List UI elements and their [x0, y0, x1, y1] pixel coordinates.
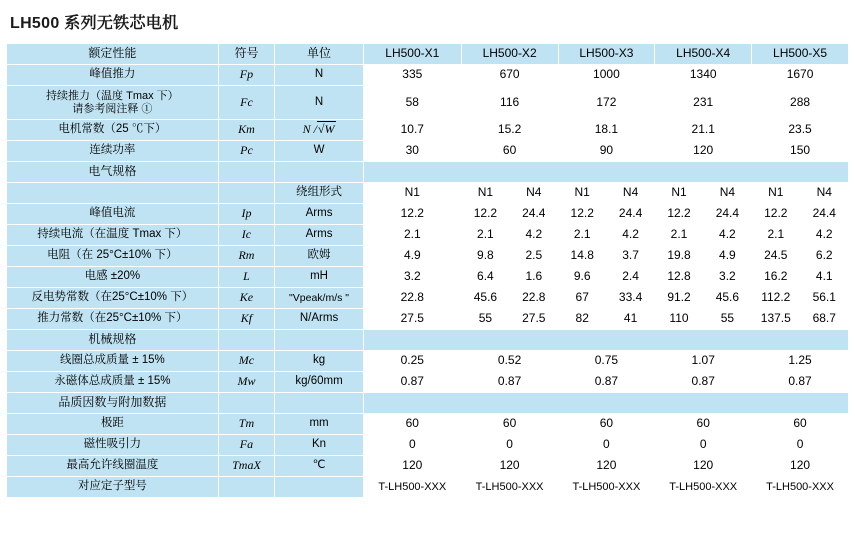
- cell-value: 0: [655, 435, 752, 456]
- cell-value: 60: [655, 414, 752, 435]
- table-row-continuous-current: [7, 225, 849, 246]
- row-symbol: [218, 183, 274, 204]
- row-symbol: Mc: [218, 351, 274, 372]
- cell-value: 4.9: [703, 246, 751, 267]
- row-symbol: Pc: [218, 141, 274, 162]
- cell-value: T-LH500-XXX: [558, 477, 655, 498]
- section-filler: [363, 393, 848, 414]
- unit-sqrt-radicand: W: [324, 122, 335, 137]
- header-spec-label: 额定性能: [7, 44, 219, 65]
- cell-value: 14.8: [558, 246, 606, 267]
- cell-value: 150: [752, 141, 849, 162]
- cell-value: 12.2: [655, 204, 703, 225]
- cell-value: 55: [461, 309, 509, 330]
- cell-value: 2.1: [655, 225, 703, 246]
- section-filler: [218, 393, 274, 414]
- cell-value: 0: [363, 435, 461, 456]
- section-filler: [275, 162, 364, 183]
- section-filler: [218, 162, 274, 183]
- cell-value: 60: [752, 414, 849, 435]
- row-label: 电机常数（25 ℃下）: [7, 120, 219, 141]
- cell-value: 4.1: [800, 267, 849, 288]
- section-filler: [363, 162, 848, 183]
- row-label: 磁性吸引力: [7, 435, 219, 456]
- cell-winding: N1: [461, 183, 509, 204]
- cell-winding: N1: [752, 183, 800, 204]
- cell-value: 1340: [655, 65, 752, 86]
- row-symbol: Rm: [218, 246, 274, 267]
- cell-value: 0.87: [655, 372, 752, 393]
- cell-value: 60: [363, 414, 461, 435]
- cell-value: 12.2: [461, 204, 509, 225]
- row-label-line2: 请参考阅注释 ①: [72, 102, 153, 115]
- table-row-peak-force: [7, 65, 849, 86]
- cell-value: 0.87: [558, 372, 655, 393]
- cell-value: 27.5: [510, 309, 558, 330]
- cell-value: 24.5: [752, 246, 800, 267]
- cell-value: 3.2: [363, 267, 461, 288]
- table-row-pole-pitch: [7, 414, 849, 435]
- cell-value: 6.4: [461, 267, 509, 288]
- row-symbol: Kf: [218, 309, 274, 330]
- row-symbol: Km: [218, 120, 274, 141]
- cell-value: 22.8: [510, 288, 558, 309]
- table-row-inductance: [7, 267, 849, 288]
- row-unit: W: [275, 141, 364, 162]
- cell-value: 45.6: [703, 288, 751, 309]
- cell-value: 24.4: [510, 204, 558, 225]
- cell-value: 1.25: [752, 351, 849, 372]
- cell-value: 4.2: [510, 225, 558, 246]
- section-filler: [218, 330, 274, 351]
- cell-value: 30: [363, 141, 461, 162]
- section-title: 品质因数与附加数据: [7, 393, 219, 414]
- cell-value: 0.87: [363, 372, 461, 393]
- cell-value: 0: [461, 435, 558, 456]
- cell-value: 231: [655, 86, 752, 120]
- cell-value: 24.4: [703, 204, 751, 225]
- row-symbol: Ic: [218, 225, 274, 246]
- cell-value: 2.5: [510, 246, 558, 267]
- cell-value: 0.52: [461, 351, 558, 372]
- row-label: [7, 183, 219, 204]
- row-label: 反电势常数（在25°C±10% 下）: [7, 288, 219, 309]
- cell-value: 3.2: [703, 267, 751, 288]
- unit-prefix: N /: [302, 122, 317, 137]
- row-label: 峰值电流: [7, 204, 219, 225]
- cell-value: 0: [558, 435, 655, 456]
- row-symbol: [218, 477, 274, 498]
- row-label: 最高允许线圈温度: [7, 456, 219, 477]
- cell-value: 112.2: [752, 288, 800, 309]
- cell-value: 90: [558, 141, 655, 162]
- cell-value: 4.9: [363, 246, 461, 267]
- cell-value: 19.8: [655, 246, 703, 267]
- row-unit: N /√W: [275, 120, 364, 141]
- cell-value: 0.75: [558, 351, 655, 372]
- row-unit: N/Arms: [275, 309, 364, 330]
- cell-value: 60: [461, 414, 558, 435]
- row-symbol: Tm: [218, 414, 274, 435]
- page-title: LH500 系列无铁芯电机: [10, 15, 179, 32]
- table-row-peak-current: [7, 204, 849, 225]
- table-row-continuous-force: [7, 86, 849, 120]
- row-label: 对应定子型号: [7, 477, 219, 498]
- specification-table: [6, 43, 849, 498]
- cell-value: 12.2: [558, 204, 606, 225]
- cell-value: 23.5: [752, 120, 849, 141]
- cell-value: 68.7: [800, 309, 849, 330]
- row-label: 峰值推力: [7, 65, 219, 86]
- row-symbol: Fp: [218, 65, 274, 86]
- row-unit: kg/60mm: [275, 372, 364, 393]
- table-row-magnet-mass: [7, 372, 849, 393]
- table-row-winding-form: [7, 183, 849, 204]
- cell-value: 172: [558, 86, 655, 120]
- cell-value: 1000: [558, 65, 655, 86]
- row-unit: Arms: [275, 225, 364, 246]
- row-label: 连续功率: [7, 141, 219, 162]
- cell-value: 21.1: [655, 120, 752, 141]
- cell-value: 2.1: [752, 225, 800, 246]
- row-symbol: Ip: [218, 204, 274, 225]
- cell-value: 110: [655, 309, 703, 330]
- cell-value: 33.4: [606, 288, 654, 309]
- cell-value: 120: [461, 456, 558, 477]
- cell-value: 4.2: [606, 225, 654, 246]
- row-unit: 欧姆: [275, 246, 364, 267]
- cell-value: 120: [752, 456, 849, 477]
- cell-value: 0.87: [461, 372, 558, 393]
- cell-winding: N4: [510, 183, 558, 204]
- cell-value: 1.07: [655, 351, 752, 372]
- cell-winding: N4: [606, 183, 654, 204]
- section-row-mechanical: [7, 330, 849, 351]
- cell-value: 670: [461, 65, 558, 86]
- row-unit: N: [275, 86, 364, 120]
- cell-value: 288: [752, 86, 849, 120]
- section-title: 电气规格: [7, 162, 219, 183]
- cell-value: 120: [558, 456, 655, 477]
- cell-value: 58: [363, 86, 461, 120]
- cell-value: T-LH500-XXX: [655, 477, 752, 498]
- cell-value: 3.7: [606, 246, 654, 267]
- section-row-quality: [7, 393, 849, 414]
- header-model-x2: LH500-X2: [461, 44, 558, 65]
- cell-value: 45.6: [461, 288, 509, 309]
- row-label: [7, 86, 219, 120]
- table-row-stator-model: [7, 477, 849, 498]
- header-model-x5: LH500-X5: [752, 44, 849, 65]
- cell-value: 120: [655, 456, 752, 477]
- cell-value: T-LH500-XXX: [461, 477, 558, 498]
- table-row-back-emf-constant: [7, 288, 849, 309]
- cell-value: 2.1: [461, 225, 509, 246]
- cell-value: 335: [363, 65, 461, 86]
- cell-value: T-LH500-XXX: [752, 477, 849, 498]
- row-unit: mH: [275, 267, 364, 288]
- section-row-electrical: [7, 162, 849, 183]
- cell-value: 24.4: [606, 204, 654, 225]
- table-row-max-coil-temperature: [7, 456, 849, 477]
- cell-winding: N4: [703, 183, 751, 204]
- cell-value: 0.87: [752, 372, 849, 393]
- header-model-x3: LH500-X3: [558, 44, 655, 65]
- cell-value: 41: [606, 309, 654, 330]
- row-symbol: L: [218, 267, 274, 288]
- cell-winding: N4: [800, 183, 849, 204]
- row-symbol: TmaX: [218, 456, 274, 477]
- table-row-force-constant: [7, 309, 849, 330]
- cell-value: 4.2: [703, 225, 751, 246]
- header-unit: 单位: [275, 44, 364, 65]
- section-filler: [275, 393, 364, 414]
- cell-value: 9.6: [558, 267, 606, 288]
- row-symbol: Fc: [218, 86, 274, 120]
- row-unit: kg: [275, 351, 364, 372]
- table-row-continuous-power: [7, 141, 849, 162]
- row-unit: mm: [275, 414, 364, 435]
- cell-value: 6.2: [800, 246, 849, 267]
- cell-value: 67: [558, 288, 606, 309]
- cell-value: 27.5: [363, 309, 461, 330]
- row-label: 推力常数（在25°C±10% 下）: [7, 309, 219, 330]
- cell-value: 4.2: [800, 225, 849, 246]
- cell-winding: N1: [655, 183, 703, 204]
- section-title: 机械规格: [7, 330, 219, 351]
- row-unit: ℃: [275, 456, 364, 477]
- section-filler: [275, 330, 364, 351]
- cell-value: 15.2: [461, 120, 558, 141]
- cell-value: 9.8: [461, 246, 509, 267]
- section-filler: [363, 330, 848, 351]
- cell-value: 12.8: [655, 267, 703, 288]
- cell-winding: N1: [558, 183, 606, 204]
- header-symbol: 符号: [218, 44, 274, 65]
- cell-value: 2.1: [558, 225, 606, 246]
- table-header-row: [7, 44, 849, 65]
- cell-value: 2.4: [606, 267, 654, 288]
- cell-value: 120: [363, 456, 461, 477]
- row-label: 电阻（在 25°C±10% 下）: [7, 246, 219, 267]
- row-label: 永磁体总成质量 ± 15%: [7, 372, 219, 393]
- row-label: 持续电流（在温度 Tmax 下）: [7, 225, 219, 246]
- cell-value: 120: [655, 141, 752, 162]
- cell-value: 12.2: [363, 204, 461, 225]
- row-symbol: Ke: [218, 288, 274, 309]
- row-symbol: Fa: [218, 435, 274, 456]
- cell-value: 0.25: [363, 351, 461, 372]
- row-unit: 绕组形式: [275, 183, 364, 204]
- cell-value: 60: [558, 414, 655, 435]
- cell-value: T-LH500-XXX: [363, 477, 461, 498]
- cell-value: 1670: [752, 65, 849, 86]
- row-label: 线圈总成质量 ± 15%: [7, 351, 219, 372]
- cell-value: 56.1: [800, 288, 849, 309]
- row-unit: Arms: [275, 204, 364, 225]
- row-unit: N: [275, 65, 364, 86]
- cell-winding: N1: [363, 183, 461, 204]
- cell-value: 18.1: [558, 120, 655, 141]
- cell-value: 12.2: [752, 204, 800, 225]
- cell-value: 1.6: [510, 267, 558, 288]
- cell-value: 10.7: [363, 120, 461, 141]
- row-unit: Kn: [275, 435, 364, 456]
- cell-value: 60: [461, 141, 558, 162]
- row-label: 极距: [7, 414, 219, 435]
- header-model-x4: LH500-X4: [655, 44, 752, 65]
- cell-value: 22.8: [363, 288, 461, 309]
- cell-value: 2.1: [363, 225, 461, 246]
- table-row-magnetic-attraction: [7, 435, 849, 456]
- cell-value: 116: [461, 86, 558, 120]
- row-unit: "Vpeak/m/s ": [275, 288, 364, 309]
- cell-value: 24.4: [800, 204, 849, 225]
- row-symbol: Mw: [218, 372, 274, 393]
- cell-value: 55: [703, 309, 751, 330]
- cell-value: 91.2: [655, 288, 703, 309]
- row-label-line1: 持续推力（温度 Tmax 下）: [46, 89, 179, 102]
- table-row-resistance: [7, 246, 849, 267]
- table-row-motor-constant: [7, 120, 849, 141]
- header-model-x1: LH500-X1: [363, 44, 461, 65]
- table-row-coil-mass: [7, 351, 849, 372]
- cell-value: 82: [558, 309, 606, 330]
- cell-value: 137.5: [752, 309, 800, 330]
- cell-value: 0: [752, 435, 849, 456]
- row-label: 电感 ±20%: [7, 267, 219, 288]
- row-unit: [275, 477, 364, 498]
- cell-value: 16.2: [752, 267, 800, 288]
